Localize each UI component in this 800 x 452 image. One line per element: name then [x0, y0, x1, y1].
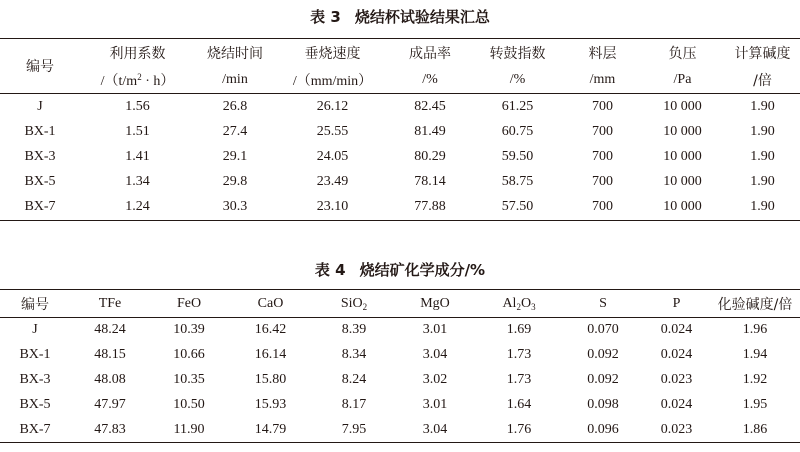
table3-cell: 81.49 [414, 123, 446, 139]
table4-cell: 48.24 [94, 322, 126, 338]
table4-cell: 3.01 [422, 322, 448, 338]
table3-header-name: 烧结时间 [207, 45, 263, 62]
table3-header-unit: /mm [589, 71, 616, 87]
table4-header-cell: SiO$_2$ [340, 295, 368, 312]
table3-cell: 700 [592, 148, 613, 164]
table3-cell: 60.75 [501, 123, 534, 139]
table3-header-unit: /% [509, 71, 526, 87]
table3-cell: 700 [592, 98, 613, 114]
table4-body [0, 318, 800, 443]
table3-cell: 58.75 [501, 174, 534, 190]
table4-cell: 1.94 [742, 347, 768, 363]
table3-caption-number: 表 3 [310, 8, 341, 26]
table4-cell: 14.79 [254, 421, 287, 437]
table4-cell: 3.02 [422, 371, 448, 387]
table4-cell: 15.93 [254, 396, 287, 412]
table3-header-name: 垂烧速度 [304, 45, 361, 62]
table3-row [0, 195, 800, 221]
table3-header-name: 转鼓指数 [489, 45, 546, 62]
table3-cell: 10 000 [663, 98, 702, 114]
table3-header-unit: /% [422, 71, 438, 87]
table3-cell: 1.51 [125, 123, 150, 139]
table3-cell: 1.90 [750, 98, 775, 114]
table3-cell: 10 000 [663, 123, 702, 139]
table4-header-cell: P [672, 295, 681, 311]
table3-cell: 10 000 [663, 174, 702, 190]
table3-row [0, 94, 800, 120]
table4-cell: 0.024 [660, 396, 693, 412]
table4-header-cell: CaO [257, 295, 284, 311]
table3-cell: 10 000 [663, 148, 702, 164]
table3-header-unit: /倍 [753, 72, 772, 89]
table4-cell: 0.024 [660, 322, 693, 338]
table4-row [0, 392, 800, 417]
table4-cell: 10.35 [173, 371, 205, 387]
table3-cell: 1.90 [750, 148, 775, 164]
table3-cell: 78.14 [414, 174, 446, 190]
table3-cell: 57.50 [501, 199, 534, 215]
table4-cell: 0.023 [660, 421, 693, 437]
table3-cell: 77.88 [414, 199, 446, 215]
table4-caption [0, 259, 800, 280]
table3-cell: 82.45 [414, 98, 446, 114]
table3-cell: 1.90 [750, 199, 775, 215]
table4-cell: 3.04 [422, 347, 448, 363]
table3-cell: 30.3 [222, 199, 248, 215]
table4-header-cell: 化验碱度/倍 [717, 296, 793, 313]
table3-cell: 26.8 [222, 98, 248, 114]
table4-cell: 15.80 [254, 371, 287, 387]
table4-cell: 16.42 [254, 322, 287, 338]
table3 [0, 38, 800, 221]
table3-header-id: 编号 [0, 39, 80, 94]
table4-header-cell: TFe [98, 295, 122, 311]
table4-cell: 0.070 [587, 322, 619, 338]
table4-cell: 3.01 [422, 396, 448, 412]
table4-cell: 48.15 [94, 347, 126, 363]
table4-row [0, 417, 800, 442]
table3-cell: 1.24 [125, 199, 150, 215]
table4-row-id: BX-1 [19, 347, 51, 363]
table3-caption [0, 6, 800, 27]
table4-cell: 7.95 [341, 421, 367, 437]
table4-cell: 0.024 [660, 347, 693, 363]
table4-cell: 8.39 [341, 322, 367, 338]
table3-caption-title: 烧结杯试验结果汇总 [354, 8, 490, 26]
table3-header-unit: /Pa [673, 71, 692, 87]
table4-cell: 1.76 [506, 421, 532, 437]
table4-cell: 10.66 [173, 347, 205, 363]
table4-row [0, 318, 800, 343]
table3-cell: 1.56 [125, 98, 150, 114]
table4-cell: 0.098 [587, 396, 619, 412]
table4-cell: 1.95 [742, 396, 768, 412]
table4-row-id: BX-7 [19, 421, 51, 437]
table4-cell: 47.97 [94, 396, 126, 412]
table3-header-unit: /min [222, 71, 248, 87]
table4-header-cell: MgO [420, 295, 450, 311]
table3-cell: 26.12 [316, 98, 349, 114]
table3-cell: 1.90 [750, 174, 775, 190]
table4-row-id: J [32, 322, 38, 338]
table3-body [0, 94, 800, 221]
table3-row [0, 119, 800, 144]
table4-cell: 8.24 [341, 371, 367, 387]
table3-cell: 1.90 [750, 123, 775, 139]
table4-cell: 47.83 [94, 421, 126, 437]
table3-cell: 10 000 [663, 199, 702, 215]
table4-header-id: 编号 [21, 296, 49, 313]
table3-header-name: 成品率 [409, 45, 451, 62]
table3-cell: 80.29 [414, 148, 446, 164]
table3-row [0, 170, 800, 195]
table4-cell: 10.50 [173, 396, 205, 412]
table4-cell: 10.39 [173, 322, 205, 338]
table4-header-cell: S [599, 295, 607, 311]
table3-header-row-units [0, 66, 800, 94]
table3-row-id: BX-5 [24, 174, 56, 190]
table4-header-cell: $Al_2O_3$ [502, 295, 536, 312]
table3-cell: 27.4 [222, 123, 248, 139]
table3-header-name: 料层 [588, 45, 617, 62]
table3-cell: 23.10 [316, 199, 349, 215]
table4 [0, 289, 800, 443]
table3-cell: 29.8 [222, 174, 248, 190]
table4-cell: 1.73 [506, 347, 532, 363]
table4-caption-number: 表 4 [314, 261, 346, 279]
table3-header-name: 负压 [668, 45, 697, 62]
table4-cell: 48.08 [94, 371, 126, 387]
table3-row-id: BX-7 [24, 199, 56, 215]
table3-header-row-names [0, 39, 800, 67]
table3-cell: 24.05 [316, 148, 349, 164]
table3-row-id: J [37, 98, 43, 114]
table3-header-name: 利用系数 [109, 45, 166, 62]
table4-cell: 3.04 [422, 421, 448, 437]
table4-cell: 8.17 [341, 396, 367, 412]
table3-row-id: BX-3 [24, 148, 56, 164]
table4-cell: 1.64 [506, 396, 532, 412]
table4-header-cell: FeO [176, 295, 202, 311]
table4-header-row [0, 290, 800, 318]
table3-header-name: 计算碱度 [734, 45, 791, 62]
table4-cell: 1.96 [742, 322, 768, 338]
table4-cell: 0.023 [660, 371, 693, 387]
table4-cell: 11.90 [173, 421, 205, 437]
table4-cell: 8.34 [341, 347, 367, 363]
table3-cell: 25.55 [316, 123, 349, 139]
table3-cell: 59.50 [501, 148, 534, 164]
table3-cell: 700 [592, 123, 613, 139]
table3-cell: 700 [592, 174, 613, 190]
table3-cell: 700 [592, 199, 613, 215]
table4-caption-title: 烧结矿化学成分/% [359, 261, 486, 279]
table4-cell: 16.14 [254, 347, 287, 363]
table3-cell: 23.49 [316, 174, 349, 190]
table4-cell: 1.92 [742, 371, 768, 387]
table4-cell: 0.092 [587, 371, 619, 387]
table4-row [0, 368, 800, 393]
table3-header-unit: $/(t/m^2 \cdot h)$ [100, 71, 175, 89]
table4-row-id: BX-3 [19, 371, 51, 387]
table4-row-id: BX-5 [19, 396, 51, 412]
table4-cell: 0.092 [587, 347, 619, 363]
table4-cell: 0.096 [587, 421, 619, 437]
table4-cell: 1.86 [742, 421, 768, 437]
table3-row [0, 144, 800, 169]
table3-header-unit: /（mm/min） [292, 73, 373, 89]
table4-cell: 1.69 [506, 322, 532, 338]
table3-row-id: BX-1 [24, 123, 56, 139]
table3-cell: 61.25 [501, 98, 534, 114]
table3-cell: 1.34 [125, 174, 150, 190]
table4-cell: 1.73 [506, 371, 532, 387]
table4-row [0, 343, 800, 368]
table3-cell: 29.1 [222, 148, 248, 164]
table3-cell: 1.41 [125, 148, 150, 164]
